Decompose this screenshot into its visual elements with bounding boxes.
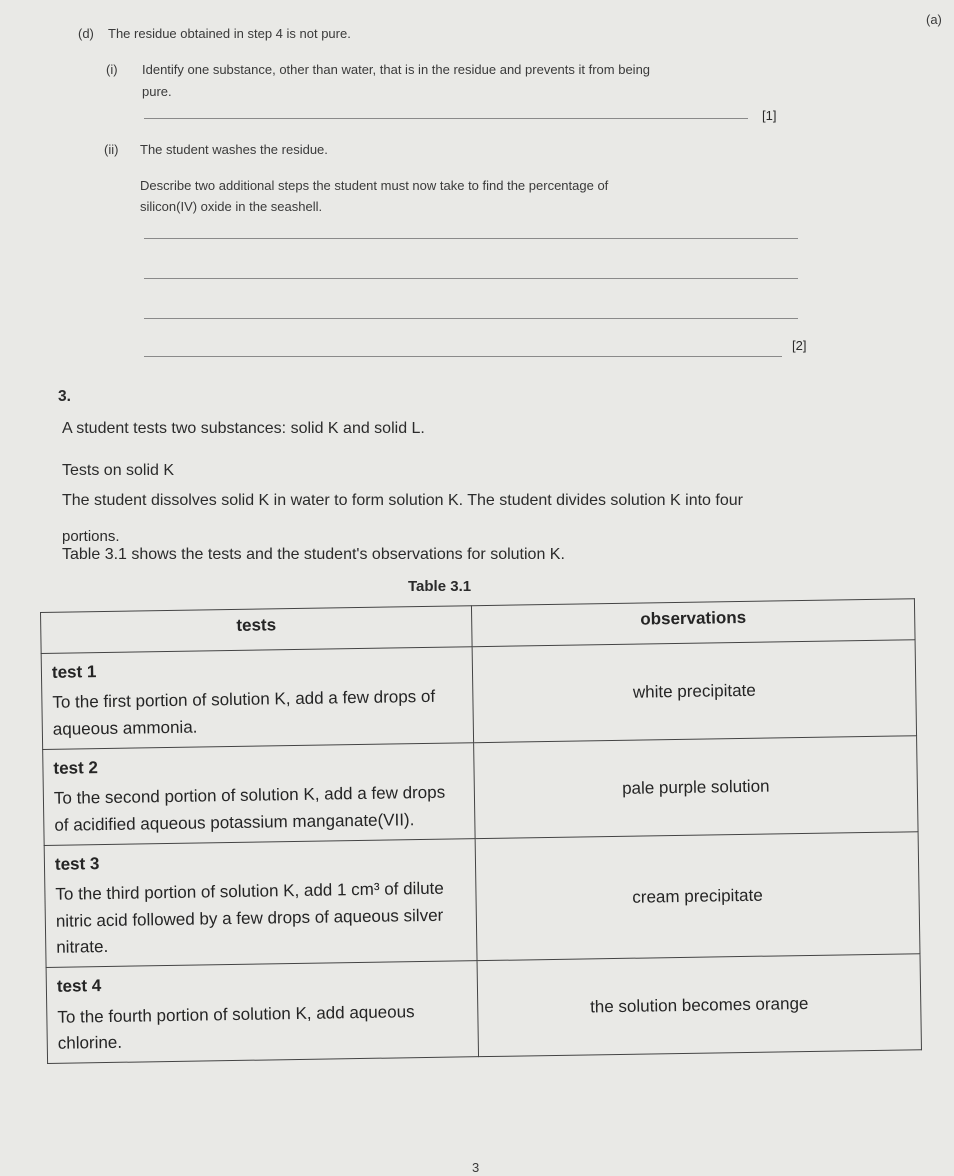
test-description: To the fourth portion of solution K, add aqueous chlorine. (57, 1001, 415, 1053)
test-cell (41, 647, 473, 750)
observation-cell: the solution becomes orange (477, 954, 921, 1057)
test-label: test 4 (56, 976, 102, 997)
part-i-label: (i) (106, 62, 118, 77)
part-ii-line3: silicon(IV) oxide in the seashell. (140, 199, 323, 214)
paragraph-line: The student dissolves solid K in water to form solution K. The student divides solution K into four (62, 492, 743, 509)
question-intro: A student tests two substances: solid K and solid L. (62, 420, 425, 437)
corner-mark: (a) (926, 12, 942, 27)
table-row (44, 832, 920, 968)
part-i-line2: pure. (142, 84, 172, 99)
question-number: 3. (58, 388, 71, 405)
part-ii-line1: The student washes the residue. (140, 142, 328, 157)
table-row (46, 954, 921, 1064)
answer-line[interactable] (144, 238, 798, 239)
test-cell (46, 961, 478, 1064)
column-header-tests: tests (41, 606, 473, 654)
part-ii-label: (ii) (104, 142, 119, 157)
test-description: To the third portion of solution K, add 1 cm³ of dilute nitric acid followed by a few drops of aqueous silver nitrate. (55, 879, 444, 957)
part-i-marks: [1] (762, 108, 777, 123)
results-table (40, 598, 922, 1064)
part-i-line1: Identify one substance, other than water, that is in the residue and prevents it from being (142, 62, 651, 77)
answer-line[interactable] (144, 278, 798, 279)
table-row (43, 736, 918, 846)
paragraph-line: portions. (62, 528, 120, 545)
test-label: test 3 (54, 854, 100, 874)
part-ii-marks: [2] (792, 338, 807, 353)
test-description: To the first portion of solution K, add a few drops of aqueous ammonia. (52, 687, 436, 739)
table-row (41, 640, 916, 750)
observation-cell: white precipitate (472, 640, 916, 743)
part-d-label: (d) (78, 26, 94, 41)
test-label: test 2 (53, 758, 99, 778)
paragraph-line: Table 3.1 shows the tests and the student's observations for solution K. (62, 546, 565, 563)
column-header-observations: observations (471, 599, 915, 647)
answer-line[interactable] (144, 318, 798, 319)
page-number: 3 (472, 1160, 480, 1175)
part-ii-line2: Describe two additional steps the student must now take to find the percentage of (140, 178, 609, 193)
test-description: To the second portion of solution K, add a few drops of acidified aqueous potassium manganate(VII). (53, 783, 446, 835)
observation-cell: cream precipitate (475, 832, 920, 961)
test-label: test 1 (51, 662, 97, 682)
part-d-text: The residue obtained in step 4 is not pure. (108, 26, 351, 41)
test-cell (43, 743, 475, 846)
test-cell (44, 839, 477, 968)
answer-line[interactable] (144, 118, 748, 119)
observation-cell: pale purple solution (474, 736, 918, 839)
subheading: Tests on solid K (62, 462, 175, 479)
answer-line[interactable] (144, 356, 782, 357)
table-caption: Table 3.1 (408, 578, 472, 595)
